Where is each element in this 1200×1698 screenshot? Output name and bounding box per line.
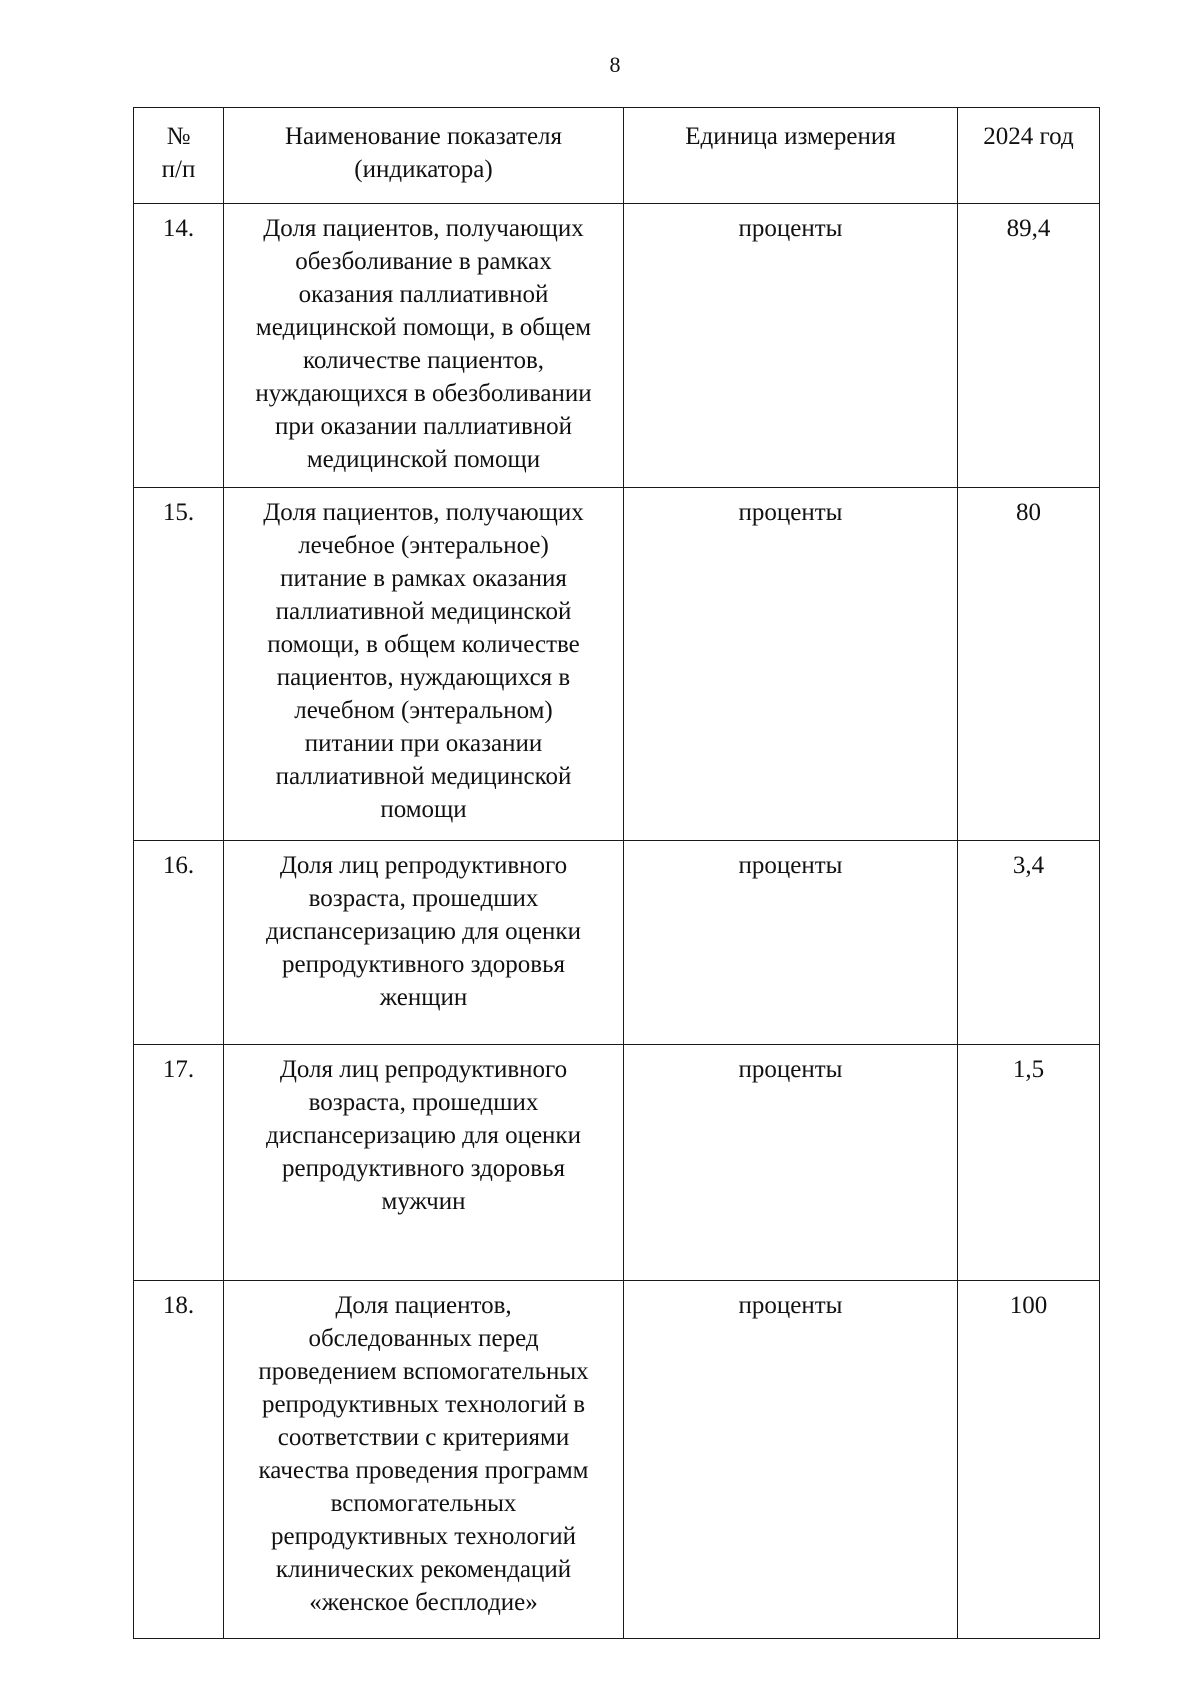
row-indicator-name: Доля пациентов, получающих лечебное (энтеральное) питание в рамках оказания паллиативной медицинской помощи, в общем количестве пациентов, нуждающихся в лечебном (энтеральном) питании при оказании паллиативной медицинской помощи xyxy=(224,488,624,841)
table-row xyxy=(134,1281,1100,1639)
table-header-row xyxy=(134,108,1100,204)
header-unit: Единица измерения xyxy=(624,108,958,204)
table-row xyxy=(134,488,1100,841)
row-number: 18. xyxy=(134,1281,224,1639)
row-indicator-name: Доля пациентов, получающих обезболивание в рамках оказания паллиативной медицинской помощи, в общем количестве пациентов, нуждающихся в обезболивании при оказании паллиативной медицинской помощи xyxy=(224,204,624,488)
page-number: 8 xyxy=(609,52,621,77)
row-indicator-name: Доля пациентов, обследованных перед проведением вспомогательных репродуктивных технологий в соответствии с критериями качества проведения программ вспомогательных репродуктивных технологий клинических рекомендаций «женское бесплодие» xyxy=(224,1281,624,1639)
row-unit: проценты xyxy=(624,841,958,1045)
table-row xyxy=(134,1045,1100,1281)
table-row xyxy=(134,841,1100,1045)
table-row xyxy=(134,204,1100,488)
row-unit: проценты xyxy=(624,488,958,841)
row-number: 14. xyxy=(134,204,224,488)
row-value: 80 xyxy=(958,488,1100,841)
row-number: 15. xyxy=(134,488,224,841)
row-value: 89,4 xyxy=(958,204,1100,488)
header-number: № п/п xyxy=(134,108,224,204)
row-indicator-name: Доля лиц репродуктивного возраста, прошедших диспансеризацию для оценки репродуктивного здоровья мужчин xyxy=(224,1045,624,1281)
row-unit: проценты xyxy=(624,1045,958,1281)
header-indicator-name: Наименование показателя (индикатора) xyxy=(224,108,624,204)
row-indicator-name: Доля лиц репродуктивного возраста, прошедших диспансеризацию для оценки репродуктивного здоровья женщин xyxy=(224,841,624,1045)
row-value: 1,5 xyxy=(958,1045,1100,1281)
indicators-table xyxy=(133,107,1100,1639)
row-number: 17. xyxy=(134,1045,224,1281)
row-value: 3,4 xyxy=(958,841,1100,1045)
row-unit: проценты xyxy=(624,1281,958,1639)
row-value: 100 xyxy=(958,1281,1100,1639)
header-year: 2024 год xyxy=(958,108,1100,204)
row-number: 16. xyxy=(134,841,224,1045)
row-unit: проценты xyxy=(624,204,958,488)
